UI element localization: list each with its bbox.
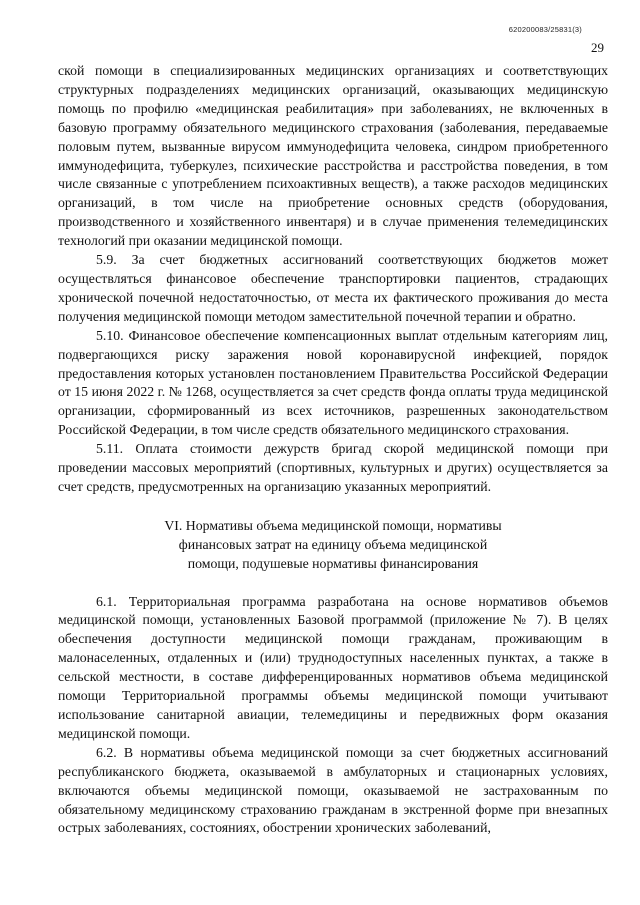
paragraph-5-11: 5.11. Оплата стоимости дежурств бригад скорой медицинской помощи при проведении массовых мероприятий (спортивных, культурных и других) осуществляется за счет средств, предусмотренных на организацию указанных мероприятий. [58,441,608,494]
section-heading [58,517,608,574]
paragraph-6-2: 6.2. В нормативы объема медицинской помощи за счет бюджетных ассигнований республиканского бюджета, оказываемой в амбулаторных и стационарных условиях, включаются объемы медицинской помощи, оказываемой не застрахованным по обязательному медицинскому страхованию гражданам в экстренной форме при внезапных острых заболеваниях, состояниях, обострении хронических заболеваний, [58,744,608,836]
heading-line-2: финансовых затрат на единицу объема медицинской [178,536,488,552]
heading-line-1: VI. Нормативы объема медицинской помощи, нормативы [164,517,502,533]
paragraph-5-9: 5.9. За счет бюджетных ассигнований соответствующих бюджетов может осуществляться финансовое обеспечение транспортировки пациентов, страдающих хронической почечной недостаточностью, от места их фактического проживания до места получения медицинской помощи методом заместительной почечной терапии и обратно. [58,252,608,324]
document-id: 620200083/25831(3) [508,25,582,34]
paragraph-6-1: 6.1. Территориальная программа разработана на основе нормативов объемов медицинской помощи, установленных Базовой программой (приложение № 7). В целях обеспечения доступности медицинской помощи гражданам, проживающим в малонаселенных, отдаленных и (или) труднодоступных населенных пунктах, а также в сельской местности, в составе дифференцированных нормативов объема медицинской помощи Территориальной программы объемы медицинской помощи учитывают использование санитарной авиации, телемедицины и передвижных форм оказания медицинской помощи. [58,593,608,741]
page-number: 29 [591,40,604,55]
page-content [58,62,608,838]
heading-line-3: помощи, подушевые нормативы финансирования [187,555,479,571]
paragraph-continuation: ской помощи в специализированных медицинских организациях и соответствующих структурных подразделениях медицинских организаций, оказывающих медицинскую помощь по профилю «медицинская реабилитация» при заболеваниях, не включенных в базовую программу обязательного медицинского страхования (заболевания, передаваемые половым путем, вызванные вирусом иммунодефицита человека, синдром приобретенного иммунодефицита, туберкулез, психические расстройства и расстройства поведения, в том числе связанные с употреблением психоактивных веществ), а также расходов медицинских организаций, в том числе на приобретение основных средств (оборудования, производственного и хозяйственного инвентаря) и в случае применения телемедицинских технологий при оказании медицинской помощи. [58,63,608,249]
paragraph-5-10: 5.10. Финансовое обеспечение компенсационных выплат отдельным категориям лиц, подвергающихся риску заражения новой коронавирусной инфекцией, порядок предоставления которых установлен постановлением Правительства Российской Федерации от 15 июня 2022 г. № 1268, осуществляется за счет средств фонда оплаты труда медицинской организации, сформированный из всех источников, разрешенных законодательством Российской Федерации, в том числе средств обязательного медицинского страхования. [58,327,608,438]
